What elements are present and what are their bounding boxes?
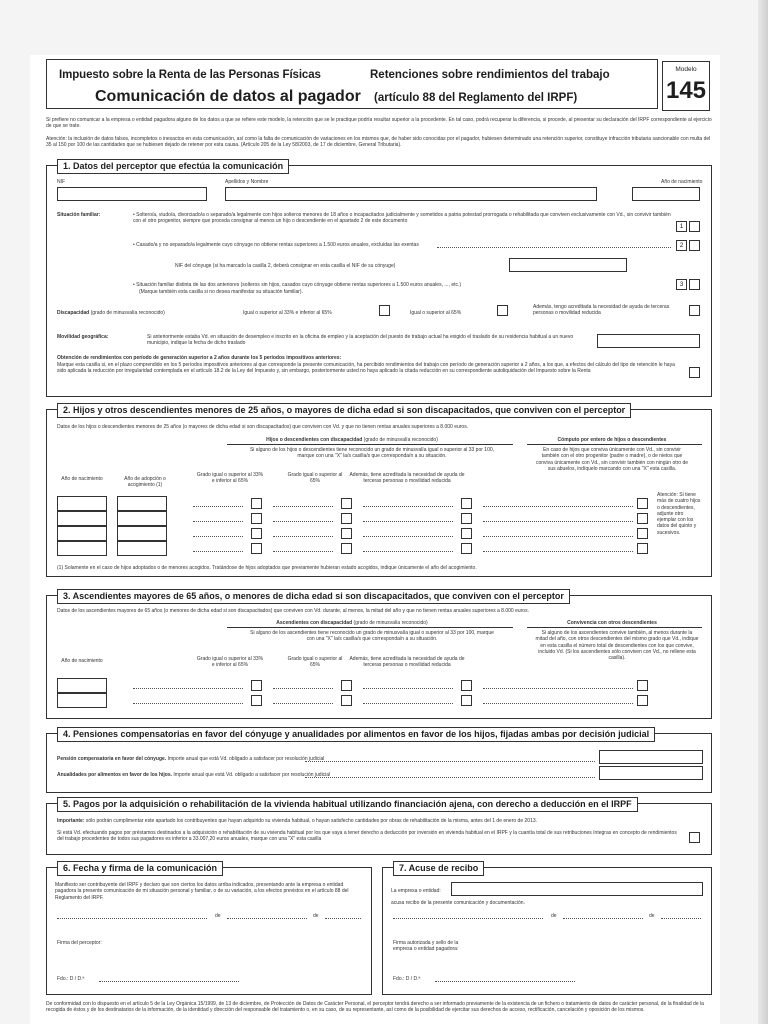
data-protection-footer: De conformidad con lo dispuesto en el artículo 5 de la Ley Orgánica 15/1999, de 13 de diciembre, de Protección de Datos de Carácter Personal, el perceptor tendrá derecho a ser informado previamente de la existencia de un fichero o tratamiento de datos de carácter personal, de la finalidad de la recogida de éstos y de los destinatarios de la información, de la identidad y dirección del responsable del tratamiento o, en su caso, de su representante, así como de la posibilidad de ejercitar sus derechos de acceso, rectificación, cancelación y oposición de los mismos.: [46, 1001, 704, 1014]
mobility-text: Si anteriormente estaba Vd. en situación de desempleo e inscrito en la oficina de empleo y la aceptación del puesto de trabajo actual ha exigido el traslado de su residencia habitual a un nuevo municipio, indique la fecha de dicho traslado: [147, 334, 574, 347]
section-7: [382, 863, 712, 995]
birth-year-column-header: Año de nacimiento: [61, 476, 103, 482]
child-4-grade-65-checkbox[interactable]: [341, 543, 352, 554]
housing-important-text: sólo podrán cumplimentar este apartado los contribuyentes que hayan adquirido su vivienda habitual, o hayan satisfecho cantidades por obras de rehabilitación de la misma, antes del 1 de enero de 2013.: [85, 818, 538, 824]
receipt-signer-name-field[interactable]: [435, 981, 575, 982]
receipt-month-field[interactable]: [563, 918, 643, 919]
family-option-2-text: • Casado/a y no separado/a legalmente cuyo cónyuge no obtiene rentas superiores a 1.500 euros anuales, excluidas las exentas: [133, 242, 419, 248]
compensatory-pension-text: Importe anual que está Vd. obligado a satisfacer por resolución judicial: [167, 756, 325, 762]
child-3-full-count-checkbox[interactable]: [637, 528, 648, 539]
dotted-leader: [133, 703, 243, 704]
child-support-label: Anualidades por alimentos en favor de los hijos.: [57, 772, 173, 778]
receipt-place-field[interactable]: [393, 918, 543, 919]
warning-paragraph: Atención: la inclusión de datos falsos, incompletos o inexactos en esta comunicación, así como la falta de comunicación de variaciones en los mismos que, de haber sido conocidas por el pagador, hubiesen determinado una retención superior, constituye infracción tributaria sancionable con multa del 35 al 150 por 100 de las cantidades que se hubiesen dejado de retener por esta causa. (Artículo 205 de la Ley 58/2003, de 17 de diciembre, General Tributaria).: [46, 136, 711, 149]
form-page: [30, 55, 720, 1024]
section-1-title: 1. Datos del perceptor que efectúa la comunicación: [57, 159, 289, 174]
dotted-leader: [363, 703, 453, 704]
dotted-leader: [273, 536, 333, 537]
section-6: [46, 863, 372, 995]
modelo-box: [662, 61, 710, 111]
year-field[interactable]: [325, 918, 361, 919]
dotted-leader: [273, 551, 333, 552]
disability-65-checkbox[interactable]: [497, 305, 508, 316]
spouse-nif-label: NIF del cónyuge (si ha marcado la casilla 2, deberá consignar en esta casilla el NIF de su cónyuge): [175, 263, 396, 269]
company-label: La empresa o entidad:: [391, 888, 441, 894]
form-tax-title: Impuesto sobre la Renta de las Personas Físicas: [59, 69, 321, 81]
compensatory-pension-field[interactable]: [599, 750, 703, 764]
section-3: [46, 591, 712, 719]
child-4-full-count-checkbox[interactable]: [637, 543, 648, 554]
disability-33-65-checkbox[interactable]: [379, 305, 390, 316]
grade-65-column-header: Grado igual o superior al 65%: [287, 472, 343, 485]
child-4-adoption-year[interactable]: [117, 541, 167, 556]
ascendant-2-birth-year[interactable]: [57, 693, 107, 708]
ascendants-disability-heading: Ascendientes con discapacidad: [276, 620, 353, 626]
irregular-income-text: Marque esta casilla si, en el plazo comprendido en los 5 períodos impositivos anteriores al que corresponde la presente comunicación, ha percibido rendimientos del trabajo con período de generación superior a 2 años, a los que, a efectos del cálculo del tipo de retención le haya sido aplicada la reducción por irregularidad contemplada en el artículo 18.2 de la Ley del Impuesto y, sin embargo, posteriormente usted no haya aplicado la citada reducción en su correspondiente autoliquidación del Impuesto sobre la Renta: [57, 362, 675, 375]
form-legal-reference: (artículo 88 del Reglamento del IRPF): [374, 92, 578, 104]
family-option-1-checkbox[interactable]: [689, 221, 700, 232]
section-5-title: 5. Pagos por la adquisición o rehabilitación de la vivienda habitual utilizando financiación ajena, con derecho a deducción en el IRPF: [57, 797, 638, 812]
signed-by-label: Fdo.: D / D.ª: [57, 976, 85, 982]
mobility-label: Movilidad geográfica:: [57, 334, 109, 340]
dotted-leader: [193, 521, 243, 522]
section-1: [46, 161, 712, 397]
adoption-footnote: (1) Solamente en el caso de hijos adoptados o de menores acogidos. Tratándose de hijos adoptados que previamente hubieran estado acogidos, indique únicamente el año del acogimiento.: [57, 565, 477, 571]
children-disability-instructions: Si alguno de los hijos o descendientes tiene reconocido un grado de minusvalía igual o superior al 33 por 100, marque con una "X" la/s casilla/s que corresponda/n a su situación.: [249, 447, 495, 460]
child-1-grade-65-checkbox[interactable]: [341, 498, 352, 509]
child-2-grade-33-65-checkbox[interactable]: [251, 513, 262, 524]
dotted-leader: [483, 703, 633, 704]
child-1-assistance-checkbox[interactable]: [461, 498, 472, 509]
family-option-3-number: 3: [676, 279, 687, 290]
ascendant-1-grade-65-checkbox[interactable]: [341, 680, 352, 691]
date-de-1: de: [215, 913, 221, 919]
family-option-3-text: • Situación familiar distinta de las dos anteriores (solteros sin hijos, casados cuyo cónyuge obtiene rentas superiores a 1.500 euros anuales, ..., etc.): [133, 282, 462, 288]
ascendant-grade-33-65-header: Grado igual o superior al 33% e inferior al 65%: [196, 656, 264, 669]
place-field[interactable]: [57, 918, 207, 919]
child-1-adoption-year[interactable]: [117, 496, 167, 511]
birth-year-field[interactable]: [632, 187, 700, 201]
irregular-income-label: Obtención de rendimientos con período de generación superior a 2 años durante los 5 períodos impositivos anteriores:: [57, 355, 342, 361]
month-field[interactable]: [227, 918, 307, 919]
intro-paragraph: Si prefiere no comunicar a la empresa o entidad pagadora alguno de los datos a que se refiere este modelo, la retención que se le practique podría resultar superior a la procedente. En tal caso, podrá recuperar la diferencia, si procede, al presentar su declaración del IRPF correspondiente al ejercicio de que se trate.: [46, 117, 712, 130]
child-3-birth-year[interactable]: [57, 526, 107, 541]
child-3-grade-33-65-checkbox[interactable]: [251, 528, 262, 539]
child-2-adoption-year[interactable]: [117, 511, 167, 526]
birth-year-label: Año de nacimiento: [661, 179, 703, 185]
name-label: Apellidos y Nombre: [225, 179, 269, 185]
housing-deduction-checkbox[interactable]: [689, 832, 700, 843]
irregular-income-checkbox[interactable]: [689, 367, 700, 378]
modelo-label: Modelo: [675, 66, 697, 73]
dotted-leader: [363, 688, 453, 689]
disability-assistance-label: Además, tengo acreditada la necesidad de ayuda de terceras personas o movilidad reducida: [533, 304, 670, 317]
dotted-leader: [193, 536, 243, 537]
dotted-leader: [483, 521, 633, 522]
grade-33-65-column-header: Grado igual o superior al 33% e inferior al 65%: [196, 472, 264, 485]
nif-label: NIF: [57, 179, 66, 185]
dotted-leader: [363, 506, 453, 507]
receipt-signed-by-label: Fdo.: D / D.ª: [393, 976, 421, 982]
dotted-leader: [305, 777, 595, 778]
ascendant-2-cohabitation-field[interactable]: [637, 695, 648, 706]
family-option-1-text: • Soltero/a, viudo/a, divorciado/a o separado/a legalmente con hijos solteros menores de 18 años o incapacitados judicialmente y sometidos a patria potestad prorrogada o rehabilitada que conviven exclusivamente con Vd., sin convivir también con el otro progenitor, siempre que proceda consignar al menos un hijo o descendiente en el apartado 2 de este documento: [133, 212, 671, 225]
ascendant-birth-year-header: Año de nacimiento: [61, 658, 103, 664]
ascendant-assistance-header: Además, tiene acreditada la necesidad de ayuda de terceras personas o movilidad reducida: [349, 656, 465, 669]
disability-label: Discapacidad: [57, 310, 90, 316]
ascendant-1-grade-33-65-checkbox[interactable]: [251, 680, 262, 691]
family-option-2-number: 2: [676, 240, 687, 251]
child-support-field[interactable]: [599, 766, 703, 780]
ascendant-1-cohabitation-field[interactable]: [637, 680, 648, 691]
nif-field[interactable]: [57, 187, 207, 201]
dotted-leader: [483, 551, 633, 552]
child-3-assistance-checkbox[interactable]: [461, 528, 472, 539]
modelo-number: 145: [665, 77, 707, 105]
child-3-adoption-year[interactable]: [117, 526, 167, 541]
dotted-leader: [133, 688, 243, 689]
section-4-title: 4. Pensiones compensatorias en favor del cónyuge y anualidades por alimentos en favor de los hijos, fijadas ambas por decisión judicial: [57, 727, 655, 742]
family-option-1-number: 1: [676, 221, 687, 232]
ascendant-2-grade-33-65-checkbox[interactable]: [251, 695, 262, 706]
section-5: [46, 799, 712, 855]
dotted-leader: [483, 536, 633, 537]
child-2-birth-year[interactable]: [57, 511, 107, 526]
ascendant-2-grade-65-checkbox[interactable]: [341, 695, 352, 706]
disability-assistance-checkbox[interactable]: [689, 305, 700, 316]
ascendant-1-birth-year[interactable]: [57, 678, 107, 693]
housing-deduction-text: Si está Vd. efectuando pagos por préstamos destinados a la adquisición o rehabilitación de su vivienda habitual por los que vaya a tener derecho a deducción por inversión en vivienda habitual en el IRPF y la cuantía total de sus retribuciones íntegras en concepto de rendimientos del trabajo procedentes de todos sus pagadores es inferior a 33.007,20 euros anuales, marque con una "X" esta casilla: [57, 830, 677, 843]
name-field[interactable]: [225, 187, 597, 201]
children-disability-note: (grado de minusvalía reconocido): [363, 437, 438, 443]
form-header: [46, 59, 658, 109]
section-6-title: 6. Fecha y firma de la comunicación: [57, 861, 223, 876]
child-2-full-count-checkbox[interactable]: [637, 513, 648, 524]
signer-name-field[interactable]: [99, 981, 239, 982]
adoption-year-column-header: Año de adopción o acogimiento (1): [124, 476, 166, 489]
section-4: [46, 729, 712, 793]
section-3-title: 3. Ascendientes mayores de 65 años, o menores de dicha edad si son discapacitados, que conviven con el perceptor: [57, 589, 570, 604]
date-de-2: de: [313, 913, 319, 919]
form-withholding-title: Retenciones sobre rendimientos del trabajo: [370, 69, 610, 81]
ascendant-grade-65-header: Grado igual o superior al 65%: [287, 656, 343, 669]
section-3-intro: Datos de los ascendientes mayores de 65 años (o menores de dicha edad si son discapacitados) que conviven con Vd. durante, al menos, la mitad del año y que no tienen rentas anuales superiores a 8.000 euros.: [57, 608, 529, 614]
dotted-leader: [273, 521, 333, 522]
compensatory-pension-label: Pensión compensatoria en favor del cónyuge.: [57, 756, 167, 762]
scan-edge: [758, 0, 768, 1024]
ascendants-disability-note: (grado de minusvalía reconocido): [353, 620, 428, 626]
dotted-leader: [273, 506, 333, 507]
child-3-grade-65-checkbox[interactable]: [341, 528, 352, 539]
declaration-text: Manifiesto ser contribuyente del IRPF y declaro que son ciertos los datos arriba indicados, presentando ante la empresa o entidad pagadora la presente comunicación de mi situación personal y familiar, o de su variación, a los efectos previstos en el artículo 88 del Reglamento del IRPF.: [55, 882, 349, 901]
disability-note: (grado de minusvalía reconocido): [90, 310, 165, 316]
disability-33-65-label: Igual o superior al 33% e inferior al 65%: [243, 310, 332, 316]
receipt-date-de-2: de: [649, 913, 655, 919]
divider: [227, 627, 513, 628]
ascendant-1-assistance-checkbox[interactable]: [461, 680, 472, 691]
family-option-3-checkbox[interactable]: [689, 279, 700, 290]
mobility-date-field[interactable]: [597, 334, 700, 348]
cohabitation-text: Si alguno de los ascendientes convive también, al menos durante la mitad del año, con otros descendientes del mismo grado que Vd., indique en esta casilla el número total de descendientes con los que convive, incluido Vd. (Si los ascendientes sólo conviven con Vd., no rellene esta casilla).: [535, 630, 699, 661]
divider: [227, 444, 513, 445]
child-2-grade-65-checkbox[interactable]: [341, 513, 352, 524]
housing-important-label: Importante:: [57, 818, 85, 824]
extra-children-note: Atención: Si tiene más de cuatro hijos o descendientes, adjunte otro ejemplar con los datos del quinto y sucesivos.: [657, 492, 701, 536]
company-field[interactable]: [451, 882, 703, 896]
receipt-year-field[interactable]: [661, 918, 701, 919]
child-1-birth-year[interactable]: [57, 496, 107, 511]
family-option-2-checkbox[interactable]: [689, 240, 700, 251]
receipt-date-de-1: de: [551, 913, 557, 919]
receipt-text: acusa recibo de la presente comunicación y documentación.: [391, 900, 525, 906]
dotted-leader: [483, 688, 633, 689]
child-1-full-count-checkbox[interactable]: [637, 498, 648, 509]
signature-label: Firma del perceptor:: [57, 940, 102, 946]
child-4-assistance-checkbox[interactable]: [461, 543, 472, 554]
dotted-leader: [363, 551, 453, 552]
dotted-leader: [363, 536, 453, 537]
child-2-assistance-checkbox[interactable]: [461, 513, 472, 524]
child-1-grade-33-65-checkbox[interactable]: [251, 498, 262, 509]
divider: [527, 627, 702, 628]
child-4-grade-33-65-checkbox[interactable]: [251, 543, 262, 554]
dotted-leader: [305, 761, 595, 762]
section-2-intro: Datos de los hijos o descendientes menores de 25 años (o mayores de dicha edad si son discapacitados) que conviven con Vd. y que no tienen rentas anuales superiores a 8.000 euros.: [57, 424, 469, 430]
full-count-text: En caso de hijos que conviva únicamente con Vd., sin convivir también con el otro progenitor (padre o madre), o de nietos que conviva únicamente con Vd., sin convivir también con ningún otro de sus abuelos, indíquelo marcando con una "X" esta casilla.: [535, 447, 689, 472]
authorized-signature-label: Firma autorizada y sello de la empresa o entidad pagadora:: [393, 940, 459, 953]
form-title: Comunicación de datos al pagador: [95, 88, 361, 105]
dotted-leader: [193, 506, 243, 507]
ascendant-2-assistance-checkbox[interactable]: [461, 695, 472, 706]
dotted-leader: [363, 521, 453, 522]
dotted-leader: [273, 703, 333, 704]
child-support-text: Importe anual que está Vd. obligado a satisfacer por resolución judicial: [173, 772, 331, 778]
family-option-3-note: (Marque también esta casilla si no desea manifestar su situación familiar).: [139, 289, 303, 295]
dotted-leader: [483, 506, 633, 507]
dotted-leader: [437, 247, 671, 248]
divider: [527, 444, 702, 445]
child-4-birth-year[interactable]: [57, 541, 107, 556]
full-count-heading: Cómputo por entero de hijos o descendientes: [557, 437, 667, 443]
cohabitation-heading: Convivencia con otros descendientes: [567, 620, 657, 626]
dotted-leader: [273, 688, 333, 689]
section-7-title: 7. Acuse de recibo: [393, 861, 484, 876]
section-2-title: 2. Hijos y otros descendientes menores de 25 años, o mayores de dicha edad si son discapacitados, que conviven con el perceptor: [57, 403, 631, 418]
assistance-column-header: Además, tiene acreditada la necesidad de ayuda de terceras personas o movilidad reducida: [349, 472, 465, 485]
children-disability-heading: Hijos o descendientes con discapacidad: [266, 437, 363, 443]
section-2: [46, 405, 712, 577]
dotted-leader: [193, 551, 243, 552]
spouse-nif-field[interactable]: [509, 258, 627, 272]
family-situation-label: Situación familiar:: [57, 212, 101, 218]
disability-65-label: Igual o superior al 65%: [410, 310, 462, 316]
ascendants-disability-instructions: Si alguno de los ascendientes tiene reconocido un grado de minusvalía igual o superior al 33 por 100, marque con una "X" la/s casilla/s que corresponda/n a su situación.: [250, 630, 494, 643]
